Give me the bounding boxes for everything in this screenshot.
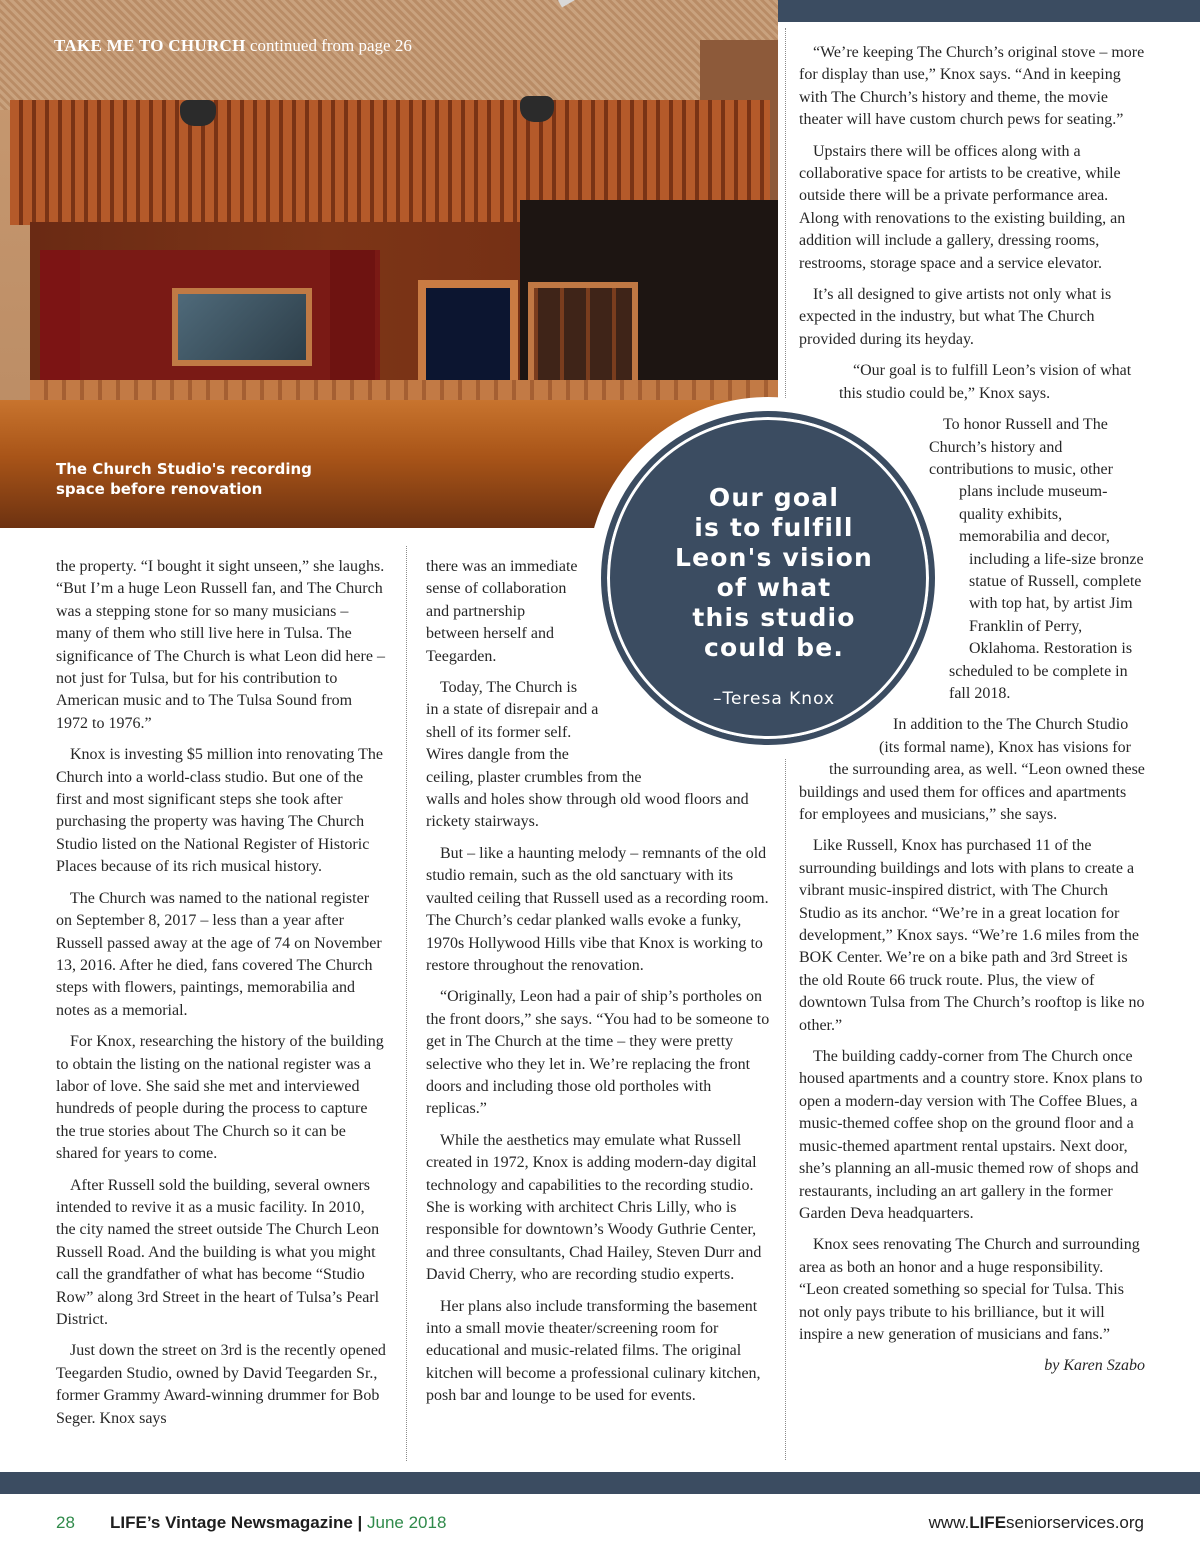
paragraph: Knox sees renovating The Church and surrounding area as both an honor and a huge responsibility. “Leon created something so special for Tulsa. This not only pays tribute to his brilliance, but it will inspire a new generation of musicians and fans.” (799, 1236, 1140, 1343)
paragraph: “We’re keeping The Church’s original stove – more for display than use,” Knox says. “And in keeping with The Church’s history and theme, the movie theater will have custom church pews for seating.” (799, 44, 1145, 129)
article-title: TAKE ME TO CHURCH (54, 36, 246, 55)
paragraph: The building caddy-corner from The Church once housed apartments and a country store. Knox plans to open a modern-day version with The Coffee Blues, a music-themed coffee shop on the ground floor and a music-themed apartment rental upstairs. Next door, she’s planning an all-music themed row of shops and restaurants, including an art gallery in the former Garden Deva headquarters. (799, 1048, 1143, 1222)
paragraph: Upstairs there will be offices along with a collaborative space for artists to be creative, while outside there will be a private performance area. Along with renovations to the existing building, an addition will include a gallery, dressing rooms, restrooms, storage space and a service elevator. (799, 142, 1126, 272)
pull-quote-text: Our goal is to fulfill Leon's vision of what this studio could be. (675, 483, 873, 662)
paragraph: the property. “I bought it sight unseen,” she laughs. “But I’m a huge Leon Russell fan, and The Church was a stepping stone for so many musicians – many of them who still live here in Tulsa. The significance of The Church is what Leon did here – not just for Tulsa, but for his contribution to American music and to The Tulsa Sound from 1972 to 1976.” (56, 558, 385, 732)
url-brand: LIFE (969, 1513, 1007, 1532)
pull-quote (587, 397, 949, 759)
paragraph: For Knox, researching the history of the building to obtain the listing on the national register was a labor of love. She said she met and interviewed hundreds of people during the process to capture the true stories about The Church so it can be shared for years to come. (56, 1033, 384, 1163)
paragraph: In addition to the The Church Studio (its formal name), Knox has visions for the surrounding area, as well. “Leon owned these buildings and used them for offices and apartments for employees and musicians,” she says. (799, 716, 1145, 823)
paragraph: While the aesthetics may emulate what Russell created in 1972, Knox is adding modern-day digital technology and capabilities to the recording studio. She is working with architect Chris Lilly, who is responsible for downtown’s Woody Guthrie Center, and three consultants, Chad Hailey, Steven Durr and David Cherry, who are recording studio experts. (426, 1131, 762, 1284)
top-color-bar (778, 0, 1200, 22)
paragraph: It’s all designed to give artists not only what is expected in the industry, but what The Church provided during its heyday. (799, 286, 1112, 348)
pull-quote-author: –Teresa Knox (712, 689, 836, 709)
bottom-color-bar (0, 1472, 1200, 1494)
byline: by Karen Szabo (1044, 1357, 1145, 1375)
page-number: 28 (56, 1513, 75, 1532)
paragraph: Like Russell, Knox has purchased 11 of the surrounding buildings and lots with plans to create a vibrant music-inspired district, with The Church Studio as its anchor. “We’re in a great location for development,” Knox says. “We’re 1.6 miles from the BOK Center. We’re on a bike path and 3rd Street is the old Route 66 truck route. Plus, the view of downtown Tulsa from The Church’s rooftop is like no other.” (799, 837, 1145, 1034)
url-suffix: seniorservices.org (1006, 1513, 1144, 1532)
paragraph: “Our goal is to fulfill Leon’s vision of what this studio could be,” Knox says. (839, 362, 1132, 402)
paragraph: Just down the street on 3rd is the recently opened Teegarden Studio, owned by David Teegarden Sr., former Grammy Award-winning drummer for Bob Seger. Knox says (56, 1342, 386, 1427)
article-column-1 (56, 556, 386, 1439)
url-prefix: www. (928, 1513, 970, 1532)
paragraph: To honor Russell and The Church’s history and contributions to music, other plans include museum-quality exhibits, memorabilia and decor, including a life-size bronze statue of Russell, complete with top hat, by artist Jim Franklin of Perry, Oklahoma. Restoration is scheduled to be complete in fall 2018. (929, 416, 1144, 702)
paragraph: Knox is investing $5 million into renovating The Church into a world-class studio. But one of the first and most significant steps she took after purchasing the property was having The Church Studio listed on the National Register of Historic Places because of its rich musical history. (56, 746, 384, 876)
issue-date: June 2018 (367, 1513, 447, 1532)
paragraph: “Originally, Leon had a pair of ship’s portholes on the front doors,” she says. “You had to be someone to get in The Church at the time – they were pretty selective who they let in. We’re replacing the front doors and including those old portholes with replicas.” (426, 988, 770, 1118)
paragraph: But – like a haunting melody – remnants of the old studio remain, such as the old sanctuary with its vaulted ceiling that Russell used as a recording room. The Church’s cedar planked walls evoke a funky, 1970s Hollywood Hills vibe that Knox is working to restore throughout the renovation. (426, 844, 769, 974)
magazine-title (110, 1513, 446, 1533)
page-footer (0, 1510, 1200, 1540)
paragraph: Today, The Church is in a state of disrepair and a shell of its former self. Wires dangle from the ceiling, plaster crumbles from the walls and holes show through old wood floors and rickety stairways. (426, 679, 749, 831)
footer-separator: | (352, 1513, 368, 1532)
continued-from-header (54, 36, 412, 56)
paragraph: Her plans also include transforming the basement into a small movie theater/screening room for educational and music-related films. The original kitchen will become a professional culinary kitchen, posh bar and lounge to be used for events. (426, 1297, 761, 1405)
column-divider-1 (406, 546, 407, 1461)
photo-caption: The Church Studio's recording space before renovation (56, 460, 312, 498)
paragraph: After Russell sold the building, several owners intended to revive it as a music facility. In 2010, the city named the street outside The Church Leon Russell Road. And the building is what you might call the grandfather of what has become “Studio Row” along 3rd Street in the heart of Tulsa’s Pearl District. (56, 1176, 380, 1328)
website-url (929, 1513, 1144, 1533)
continued-note: continued from page 26 (245, 36, 412, 55)
pull-quote-circle (601, 411, 935, 745)
paragraph: there was an immediate sense of collaboration and partnership between herself and Teegarden. (426, 558, 578, 665)
magazine-name: LIFE’s Vintage Newsmagazine (110, 1513, 353, 1532)
paragraph: The Church was named to the national register on September 8, 2017 – less than a year after Russell passed away at the age of 74 on November 13, 2016. After he died, fans covered The Church steps with flowers, paintings, memorabilia and notes as a memorial. (56, 889, 382, 1019)
